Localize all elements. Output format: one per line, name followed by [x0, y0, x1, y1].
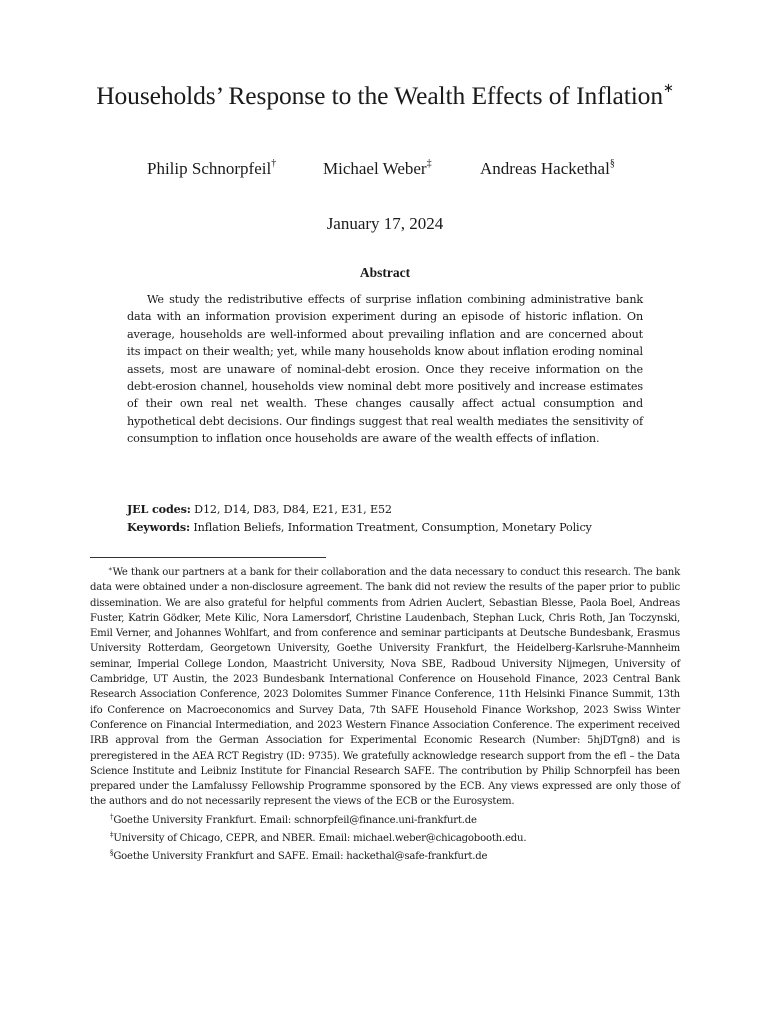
jel-value: D12, D14, D83, D84, E21, E31, E52 [194, 503, 392, 516]
footnote-acknowledgements [90, 562, 680, 810]
footnote-text: We thank our partners at a bank for their collaboration and the data necessary to conduct this research. The bank data were obtained under a non-disclosure agreement. The bank did not review the results of the paper prior to public dissemination. We are also grateful for helpful comments from Adrien Auclert, Sebastian Blesse, Paola Boel, Andreas Fuster, Katrin Gödker, Mete Kilic, Nora Lamersdorf, Christine Laudenbach, Stephan Luck, Chris Roth, Jan Toczynski, Emil Verner, and Johannes Wohlfart, and from conference and seminar participants at Deutsche Bundesbank, Erasmus University Rotterdam, Georgetown University, Goethe University Frankfurt, the Heidelberg-Karlsruhe-Mannheim seminar, Imperial College London, Maastricht University, Nova SBE, Radboud University Nijmegen, University of Cambridge, UT Austin, the 2023 Bundesbank International Conference on Household Finance, 2023 Central Bank Research Association Conference, 2023 Dolomites Summer Finance Conference, 11th Helsinki Finance Summit, 13th ifo Conference on Macroeconomics and Survey Data, 7th SAFE Household Finance Workshop, 2023 Swiss Winter Conference on Financial Intermediation, and 2023 Western Finance Association Conference. The experiment received IRB approval from the German Association for Experimental Economic Research (Number: 5hjDTgn8) and is preregistered in the AEA RCT Registry (ID: 9735). We gratefully acknowledge research support from the efl – the Data Science Institute and Leibniz Institute for Financial Research SAFE. The contribution by Philip Schnorpfeil has been prepared under the Lamfalussy Fellowship Programme sponsored by the ECB. Any views expressed are only those of the authors and do not necessarily represent the views of the ECB or the Eurosystem. [90, 567, 680, 808]
footnote-marker: ∗ [108, 565, 113, 573]
author-name: Andreas Hackethal [480, 159, 610, 178]
jel-codes [127, 502, 687, 516]
author-1 [147, 158, 276, 179]
jel-label: JEL codes: [127, 502, 191, 516]
author-3 [480, 158, 615, 179]
author-marker: § [609, 158, 615, 169]
title-footnote-marker: ∗ [662, 80, 674, 95]
footnote-marker: § [110, 849, 114, 858]
author-marker: ‡ [426, 158, 432, 169]
keywords-label: Keywords: [127, 520, 190, 534]
title-text: Households’ Response to the Wealth Effects of Inflation [96, 81, 663, 110]
footnote-marker: ‡ [110, 831, 114, 840]
keywords [127, 520, 687, 534]
footnote-rule [90, 557, 326, 558]
paper-title [0, 80, 770, 111]
author-marker: † [271, 158, 277, 169]
footnote-marker: † [110, 812, 114, 821]
author-2 [323, 158, 432, 179]
footnote-author-2 [90, 828, 680, 846]
keywords-value: Inflation Beliefs, Information Treatment, Consumption, Monetary Policy [193, 521, 592, 534]
footnote-text: Goethe University Frankfurt and SAFE. Email: hackethal@safe-frankfurt.de [113, 851, 488, 863]
footnote-text: University of Chicago, CEPR, and NBER. Email: michael.weber@chicagobooth.edu. [113, 833, 527, 845]
footnotes [90, 562, 680, 865]
paper-date: January 17, 2024 [326, 214, 444, 233]
author-name: Michael Weber [323, 159, 427, 178]
footnote-text: Goethe University Frankfurt. Email: schnorpfeil@finance.uni-frankfurt.de [113, 814, 477, 826]
author-name: Philip Schnorpfeil [147, 159, 272, 178]
abstract-body: We study the redistributive effects of surprise inflation combining administrative bank data with an information provision experiment during an episode of historic inflation. On average, households are well-informed about prevailing inflation and are concerned about its impact on their wealth; yet, while many households know about inflation eroding nominal assets, most are unaware of nominal-debt erosion. Once they receive information on the debt-erosion channel, households view nominal debt more positively and increase estimates of their own real net wealth. These changes causally affect actual consumption and hypothetical debt decisions. Our findings suggest that real wealth mediates the sensitivity of consumption to inflation once households are aware of the wealth effects of inflation. [127, 293, 643, 446]
footnote-author-3 [90, 846, 680, 864]
abstract-heading: Abstract [359, 265, 411, 280]
footnote-author-1 [90, 810, 680, 828]
